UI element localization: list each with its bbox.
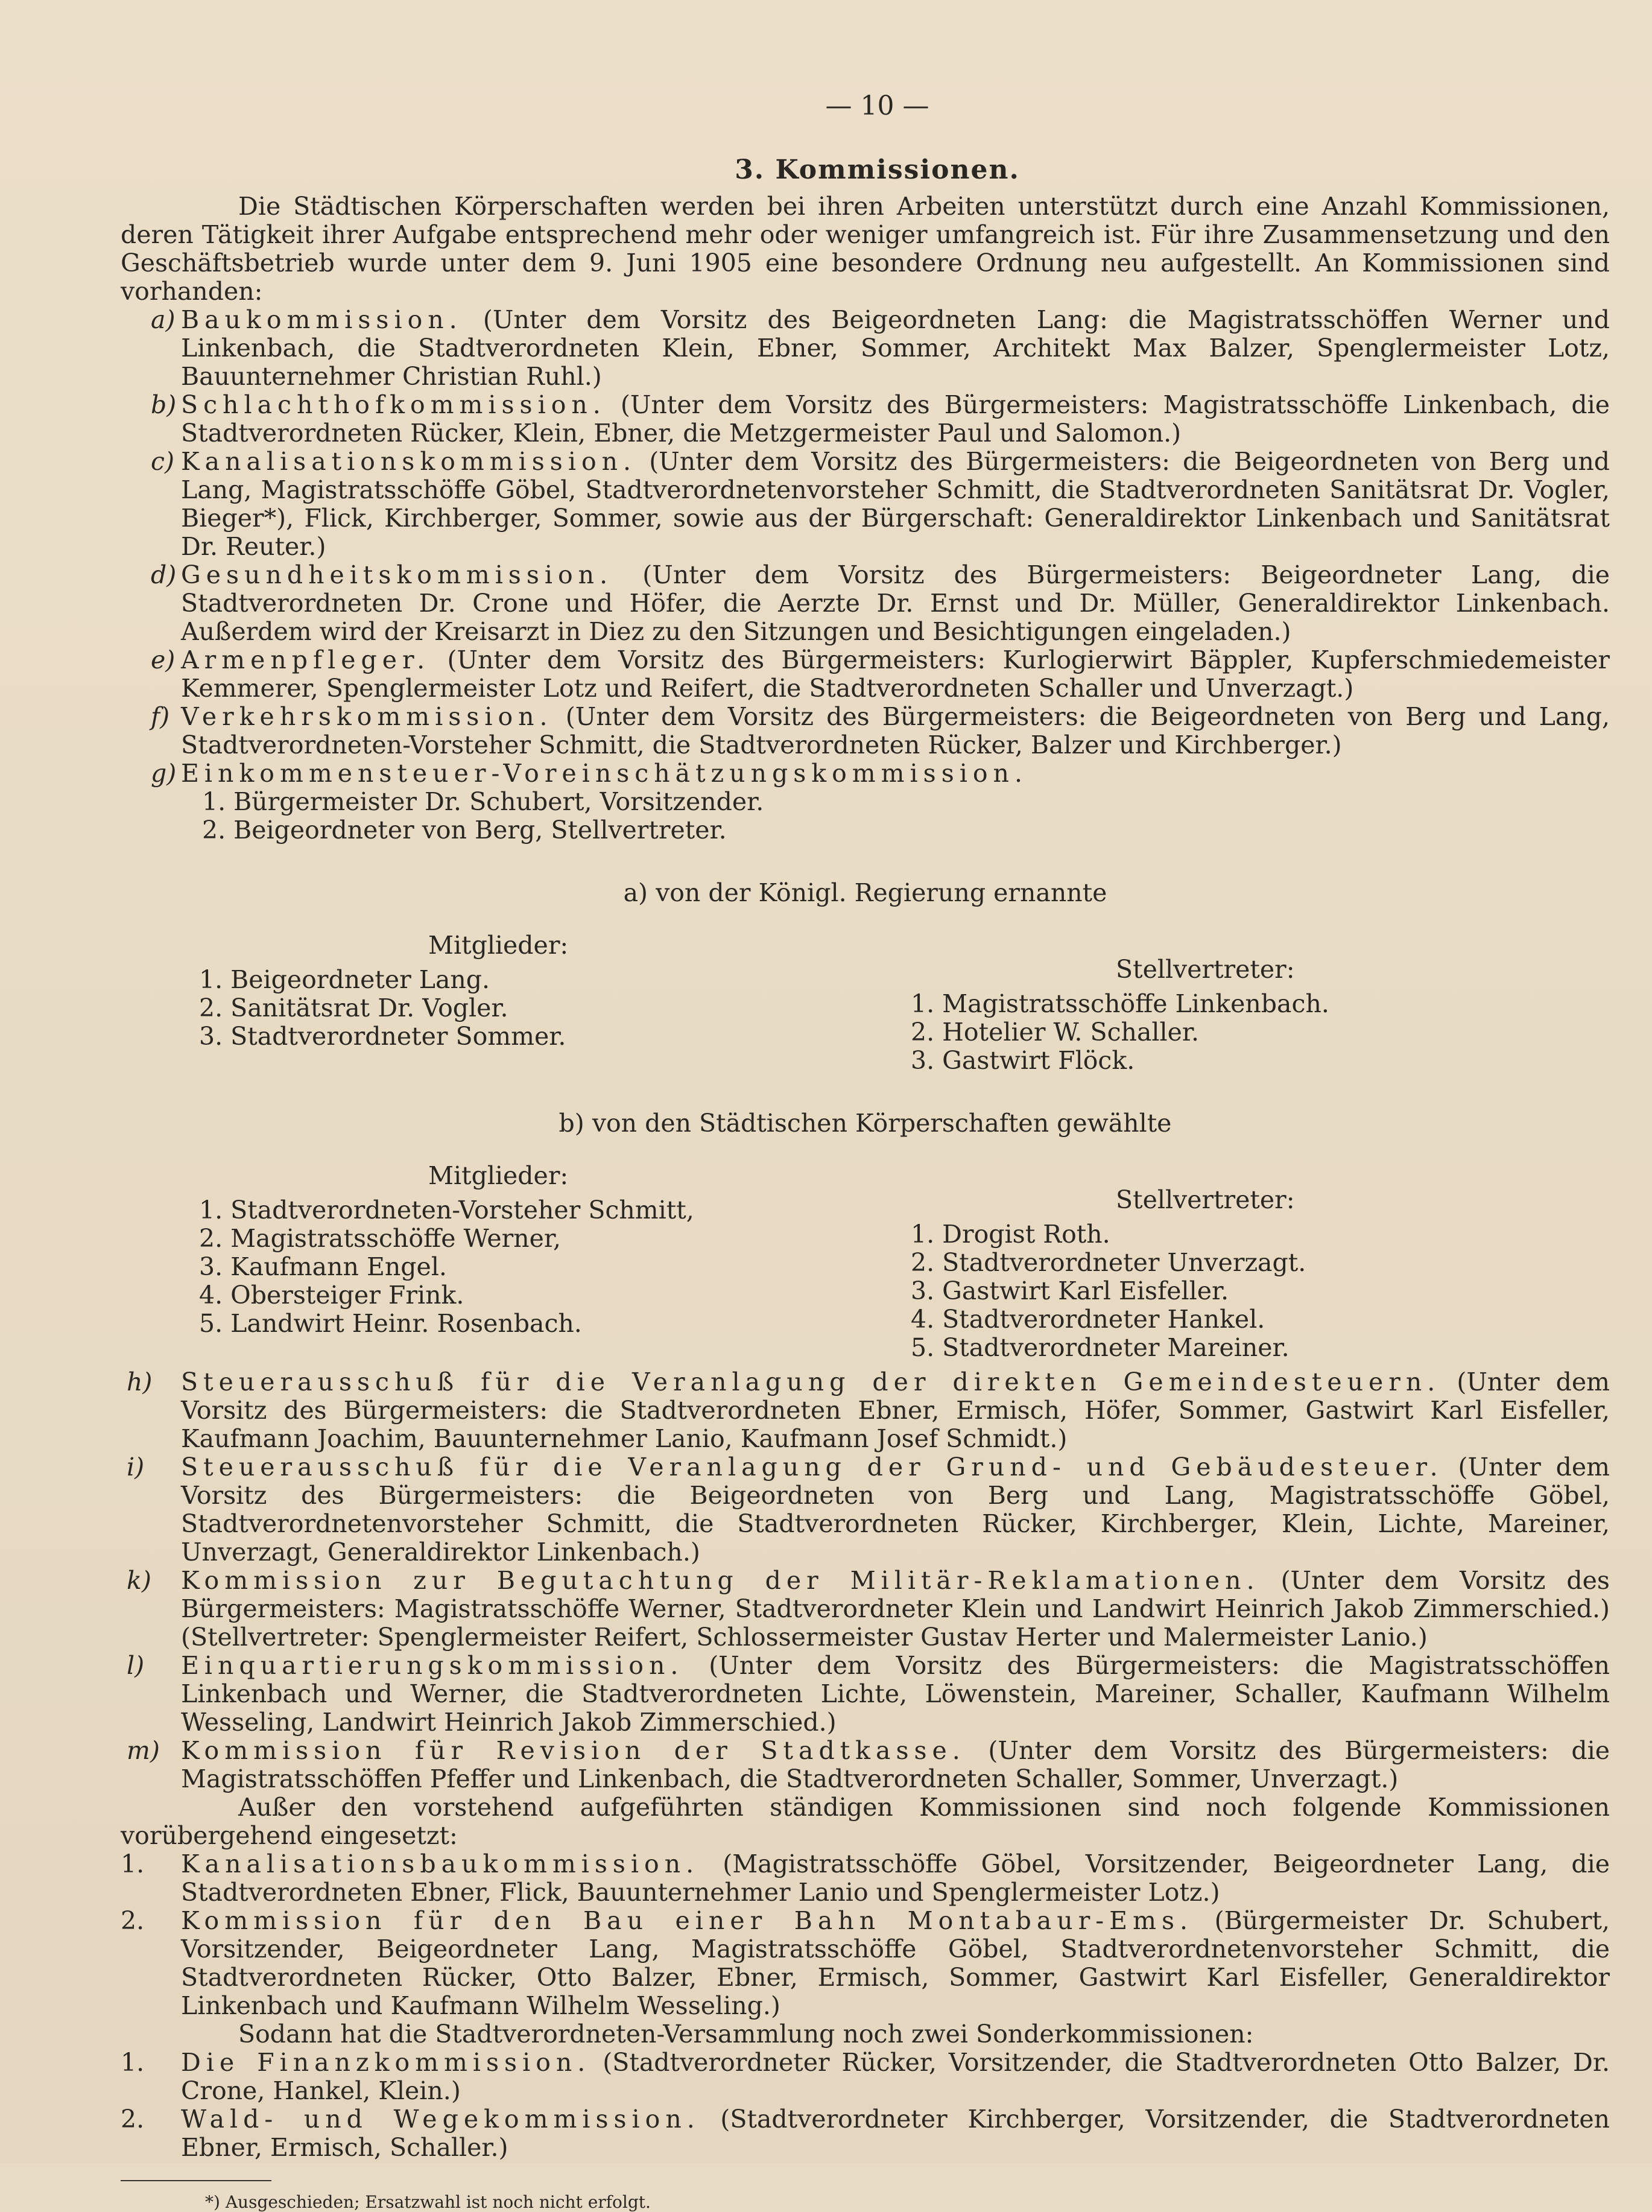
commission-title: Armenpfleger. xyxy=(181,645,431,674)
temporary-commission-1: 1. Kanalisationsbaukommission. (Magistratsschöffe Göbel, Vorsitzender, Beigeordneter Lang, die Stadtverordneten Ebner, Flick, Bauunternehmer Lanio und Spenglermeister Lotz.) xyxy=(121,1849,1610,1907)
member-line: 3. Stadtverordneter Sommer. xyxy=(199,1022,566,1051)
commission-text: (Unter dem Vorsitz des Bürgermeisters: die Stadtverordneten Ebner, Ermisch, Höfer, Sommer, Gastwirt Karl Eisfeller, Kaufmann Joachim, Bauunternehmer Lanio, Kaufmann Josef Schmidt.) xyxy=(181,1367,1610,1453)
commission-title: Einquartierungskommission. xyxy=(181,1651,684,1680)
commission-text: (Unter dem Vorsitz des Bürgermeisters: Beigeordneter Lang, die Stadtverordneten Dr. Crone und Höfer, die Aerzte Dr. Ernst und Dr. Müller, Generaldirektor Linkenbach. Außerdem wird der Kreisarzt in Diez zu den Sitzungen und Besichtigungen eingeladen.) xyxy=(181,560,1610,646)
group-a-columns xyxy=(121,931,1610,1075)
footnote: *) Ausgeschieden; Ersatzwahl ist noch nicht erfolgt. xyxy=(205,2192,651,2212)
deputy-line: 2. Stadtverordneter Unverzagt. xyxy=(911,1248,1306,1277)
commission-title: Kanalisationskommission. xyxy=(181,447,637,476)
commission-text: (Unter dem Vorsitz des Bürgermeisters: die Magistratsschöffen Pfeffer und Linkenbach, die Stadtverordneten Schaller, Sommer, Unverzagt.) xyxy=(181,1736,1610,1793)
commission-title: Kommission für Revision der Stadtkasse. xyxy=(181,1736,966,1765)
deputy-line: 1. Magistratsschöffe Linkenbach. xyxy=(911,989,1329,1018)
commission-title: Kanalisationsbaukommission. xyxy=(181,1849,700,1878)
temporary-commission-2: 2. Kommission für den Bau einer Bahn Montabaur-Ems. (Bürgermeister Dr. Schubert, Vorsitzender, Beigeordneter Lang, Magistratsschöffe Göbel, Stadtverordnetenvorsteher Schmitt, die Stadtverordneten Rücker, Otto Balzer, Ebner, Ermisch, Sommer, Gastwirt Karl Eisfeller, Generaldirektor Linkenbach und Kaufmann Wilhelm Wesseling.) xyxy=(121,1906,1610,2020)
commission-item-b: b) Schlachthofkommission. (Unter dem Vorsitz des Bürgermeisters: Magistratsschöffe Linkenbach, die Stadtverordneten Rücker, Klein, Ebner, die Metzgermeister Paul und Salomon.) xyxy=(151,390,1610,448)
group-b-title: b) von den Städtischen Körperschaften gewählte xyxy=(559,1109,1172,1138)
group-b-columns xyxy=(121,1162,1610,1362)
commission-text: (Magistratsschöffe Göbel, Vorsitzender, Beigeordneter Lang, die Stadtverordneten Ebner, Flick, Bauunternehmer Lanio und Spenglermeister Lotz.) xyxy=(181,1849,1610,1907)
commission-title: Kommission zur Begutachtung der Militär-Reklamationen. xyxy=(181,1566,1260,1595)
commission-list-h-m xyxy=(121,1368,1610,1793)
commission-text: (Stadtverordneter Kirchberger, Vorsitzender, die Stadtverordneten Ebner, Ermisch, Schaller.) xyxy=(181,2105,1610,2162)
commission-title: Steuerausschuß für die Veranlagung der direkten Gemeindesteuern. xyxy=(181,1367,1441,1396)
item-g-line: 2. Beigeordneter von Berg, Stellvertreter. xyxy=(202,816,727,845)
deputy-line: 2. Hotelier W. Schaller. xyxy=(911,1018,1200,1047)
commission-title: Steuerausschuß für die Veranlagung der Grund- und Gebäudesteuer. xyxy=(181,1453,1443,1482)
deputy-line: 3. Gastwirt Flöck. xyxy=(911,1046,1135,1075)
commission-item-a: a) Baukommission. (Unter dem Vorsitz des Beigeordneten Lang: die Magistratsschöffen Werner und Linkenbach, die Stadtverordneten Klein, Ebner, Sommer, Architekt Max Balzer, Spenglermeister Lotz, Bauunternehmer Christian Ruhl.) xyxy=(151,305,1610,391)
commission-title: Verkehrskommission. xyxy=(181,702,553,731)
section-heading: 3. Kommissionen. xyxy=(735,154,1020,185)
special-intro: Sodann hat die Stadtverordneten-Versammlung noch zwei Sonderkommissionen: xyxy=(238,2020,1254,2049)
member-line: 2. Sanitätsrat Dr. Vogler. xyxy=(199,993,508,1022)
commission-item-k: k) Kommission zur Begutachtung der Militär-Reklamationen. (Unter dem Vorsitz des Bürgermeisters: Magistratsschöffe Werner, Stadtverordneter Klein und Landwirt Heinrich Jakob Zimmerschied.) (Stellvertreter: Spenglermeister Reifert, Schlossermeister Gustav Herter und Malermeister Lanio.) xyxy=(127,1566,1610,1652)
commission-item-g: g) Einkommensteuer-Voreinschätzungskommission. xyxy=(151,759,1028,788)
commission-text: (Unter dem Vorsitz des Bürgermeisters: Magistratsschöffe Werner, Stadtverordneter Klein und Landwirt Heinrich Jakob Zimmerschied.) (Stellvertreter: Spenglermeister Reifert, Schlossermeister Gustav Herter und Malermeister Lanio.) xyxy=(181,1566,1610,1652)
commission-item-l: l) Einquartierungskommission. (Unter dem Vorsitz des Bürgermeisters: die Magistratsschöffen Linkenbach und Werner, die Stadtverordneten Lichte, Löwenstein, Mareiner, Schaller, Kaufmann Wilhelm Wesseling, Landwirt Heinrich Jakob Zimmerschied.) xyxy=(127,1651,1610,1737)
special-commission-1: 1. Die Finanzkommission. (Stadtverordneter Rücker, Vorsitzender, die Stadtverordneten Otto Balzer, Dr. Crone, Hankel, Klein.) xyxy=(121,2048,1610,2105)
commission-item-f: f) Verkehrskommission. (Unter dem Vorsitz des Bürgermeisters: die Beigeordneten von Berg und Lang, Stadtverordneten-Vorsteher Schmitt, die Stadtverordneten Rücker, Balzer und Kirchberger.) xyxy=(151,702,1610,759)
commission-title: Baukommission. xyxy=(181,305,463,334)
commission-text: (Unter dem Vorsitz des Bürgermeisters: die Beigeordneten von Berg und Lang, Magistratsschöffe Göbel, Stadtverordnetenvorsteher Schmitt, die Stadtverordneten Sanitätsrat Dr. Vogler, Bieger*), Flick, Kirchberger, Sommer, sowie aus der Bürgerschaft: Generaldirektor Linkenbach und Sanitätsrat Dr. Reuter.) xyxy=(181,447,1610,561)
commission-title: Einkommensteuer-Voreinschätzungskommission. xyxy=(181,759,1028,788)
commission-item-e: e) Armenpfleger. (Unter dem Vorsitz des Bürgermeisters: Kurlogierwirt Bäppler, Kupferschmiedemeister Kemmerer, Spenglermeister Lotz und Reifert, die Stadtverordneten Schaller und Unverzagt.) xyxy=(151,645,1610,703)
footnote-divider xyxy=(121,2180,271,2181)
member-line: 2. Magistratsschöffe Werner, xyxy=(199,1224,561,1253)
group-a-title: a) von der Königl. Regierung ernannte xyxy=(623,878,1107,907)
commission-title: Schlachthofkommission. xyxy=(181,390,606,419)
commission-title: Kommission für den Bau einer Bahn Montabaur-Ems. xyxy=(181,1906,1194,1935)
commission-item-i: i) Steuerausschuß für die Veranlagung der Grund- und Gebäudesteuer. (Unter dem Vorsitz des Bürgermeisters: die Beigeordneten von Berg und Lang, Magistratsschöffe Göbel, Stadtverordnetenvorsteher Schmitt, die Stadtverordneten Rücker, Kirchberger, Klein, Lichte, Mareiner, Unverzagt, Generaldirektor Linkenbach.) xyxy=(127,1453,1610,1567)
page-number: — 10 — xyxy=(825,90,929,121)
group-b-deputies xyxy=(869,1162,1306,1362)
item-g-line: 1. Bürgermeister Dr. Schubert, Vorsitzender. xyxy=(202,787,764,816)
commission-text: (Unter dem Vorsitz des Bürgermeisters: Magistratsschöffe Linkenbach, die Stadtverordneten Rücker, Klein, Ebner, die Metzgermeister Paul und Salomon.) xyxy=(181,390,1610,448)
commission-item-h: h) Steuerausschuß für die Veranlagung der direkten Gemeindesteuern. (Unter dem Vorsitz des Bürgermeisters: die Stadtverordneten Ebner, Ermisch, Höfer, Sommer, Gastwirt Karl Eisfeller, Kaufmann Joachim, Bauunternehmer Lanio, Kaufmann Josef Schmidt.) xyxy=(127,1367,1610,1453)
commission-text: (Stadtverordneter Rücker, Vorsitzender, die Stadtverordneten Otto Balzer, Dr. Crone, Hankel, Klein.) xyxy=(181,2048,1610,2105)
temporary-intro: Außer den vorstehend aufgeführten ständigen Kommissionen sind noch folgende Kommissionen vorübergehend eingesetzt: xyxy=(121,1793,1610,1850)
commission-text: (Unter dem Vorsitz des Bürgermeisters: die Beigeordneten von Berg und Lang, Stadtverordneten-Vorsteher Schmitt, die Stadtverordneten Rücker, Balzer und Kirchberger.) xyxy=(181,702,1610,759)
deputies-heading: Stellvertreter: xyxy=(1116,1185,1295,1214)
deputy-line: 3. Gastwirt Karl Eisfeller. xyxy=(911,1276,1229,1305)
commission-item-d: d) Gesundheitskommission. (Unter dem Vorsitz des Bürgermeisters: Beigeordneter Lang, die Stadtverordneten Dr. Crone und Höfer, die Aerzte Dr. Ernst und Dr. Müller, Generaldirektor Linkenbach. Außerdem wird der Kreisarzt in Diez zu den Sitzungen und Besichtigungen eingeladen.) xyxy=(151,560,1610,646)
group-a-members xyxy=(121,931,869,1075)
commission-text: (Unter dem Vorsitz des Bürgermeisters: die Beigeordneten von Berg und Lang, Magistratsschöffe Göbel, Stadtverordnetenvorsteher Schmitt, die Stadtverordneten Rücker, Kirchberger, Klein, Lichte, Mareiner, Unverzagt, Generaldirektor Linkenbach.) xyxy=(181,1453,1610,1567)
commission-text: (Unter dem Vorsitz des Beigeordneten Lang: die Magistratsschöffen Werner und Linkenbach, die Stadtverordneten Klein, Ebner, Sommer, Architekt Max Balzer, Spenglermeister Lotz, Bauunternehmer Christian Ruhl.) xyxy=(181,305,1610,391)
member-line: 4. Obersteiger Frink. xyxy=(199,1281,464,1310)
deputy-line: 5. Stadtverordneter Mareiner. xyxy=(911,1333,1290,1362)
member-line: 5. Landwirt Heinr. Rosenbach. xyxy=(199,1309,582,1338)
commission-list-a-f xyxy=(121,306,1610,759)
commission-title: Wald- und Wegekommission. xyxy=(181,2105,700,2134)
deputy-line: 4. Stadtverordneter Hankel. xyxy=(911,1305,1265,1334)
member-line: 1. Stadtverordneten-Vorsteher Schmitt, xyxy=(199,1196,694,1225)
commission-text: (Bürgermeister Dr. Schubert, Vorsitzender, Beigeordneter Lang, Magistratsschöffe Göbel, Stadtverordnetenvorsteher Schmitt, die Stadtverordneten Rücker, Otto Balzer, Ebner, Ermisch, Sommer, Gastwirt Karl Eisfeller, Generaldirektor Linkenbach und Kaufmann Wilhelm Wesseling.) xyxy=(181,1906,1610,2020)
group-a-deputies xyxy=(869,931,1329,1075)
group-b-members xyxy=(121,1162,869,1362)
deputy-line: 1. Drogist Roth. xyxy=(911,1220,1110,1249)
commission-title: Die Finanzkommission. xyxy=(181,2048,591,2077)
special-commission-2: 2. Wald- und Wegekommission. (Stadtverordneter Kirchberger, Vorsitzender, die Stadtverordneten Ebner, Ermisch, Schaller.) xyxy=(121,2105,1610,2162)
commission-item-c: c) Kanalisationskommission. (Unter dem Vorsitz des Bürgermeisters: die Beigeordneten von Berg und Lang, Magistratsschöffe Göbel, Stadtverordnetenvorsteher Schmitt, die Stadtverordneten Sanitätsrat Dr. Vogler, Bieger*), Flick, Kirchberger, Sommer, sowie aus der Bürgerschaft: Generaldirektor Linkenbach und Sanitätsrat Dr. Reuter.) xyxy=(151,447,1610,561)
commission-title: Gesundheitskommission. xyxy=(181,560,613,589)
commission-text: (Unter dem Vorsitz des Bürgermeisters: Kurlogierwirt Bäppler, Kupferschmiedemeister Kemmerer, Spenglermeister Lotz und Reifert, die Stadtverordneten Schaller und Unverzagt.) xyxy=(181,645,1610,703)
members-heading: Mitglieder: xyxy=(428,931,569,960)
member-line: 1. Beigeordneter Lang. xyxy=(199,965,490,994)
intro-paragraph: Die Städtischen Körperschaften werden bei ihren Arbeiten unterstützt durch eine Anzahl Kommissionen, deren Tätigkeit ihrer Aufgabe entsprechend mehr oder weniger umfangreich ist. Für ihre Zusammensetzung und den Geschäftsbetrieb wurde unter dem 9. Juni 1905 eine besondere Ordnung neu aufgestellt. An Kommissionen sind vorhanden: xyxy=(121,192,1610,306)
deputies-heading: Stellvertreter: xyxy=(1116,955,1295,984)
commission-text: (Unter dem Vorsitz des Bürgermeisters: die Magistratsschöffen Linkenbach und Werner, die Stadtverordneten Lichte, Löwenstein, Mareiner, Schaller, Kaufmann Wilhelm Wesseling, Landwirt Heinrich Jakob Zimmerschied.) xyxy=(181,1651,1610,1737)
member-line: 3. Kaufmann Engel. xyxy=(199,1252,447,1281)
members-heading: Mitglieder: xyxy=(428,1161,569,1190)
commission-item-m: m) Kommission für Revision der Stadtkasse. (Unter dem Vorsitz des Bürgermeisters: die Magistratsschöffen Pfeffer und Linkenbach, die Stadtverordneten Schaller, Sommer, Unverzagt.) xyxy=(127,1736,1610,1793)
